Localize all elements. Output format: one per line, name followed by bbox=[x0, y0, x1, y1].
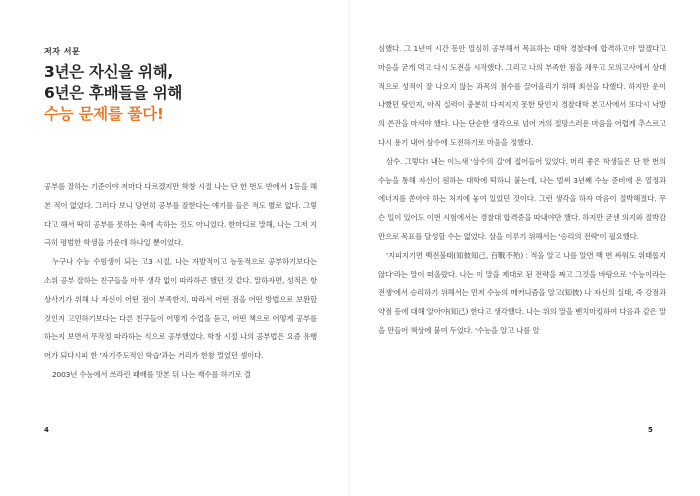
title-line-2: 6년은 후배들을 위해 bbox=[44, 84, 183, 102]
left-paragraph-2: 누구나 수능 수험생이 되는 고3 시절, 나는 자발적이고 능동적으로 공부하기보다는 소위 공부 잘하는 친구들을 아무 생각 없이 따라하곤 했던 것 같다. 말하자면, 성적은 항상사기가 위해 나 자신이 어떤 점이 부족한지, 따라서 어떤 점을 어떤 방법으로 보완할 것인지 고민하기보다는 다른 친구들이 어떻게 수업을 듣고, 어떤 책으로 어떻게 공부를 하는지 보면서 무작정 따라하는 식으로 공부했었다. 학창 시절 나의 공부법은 요즘 유행어가 되다시피 한 '자기주도적인 학습'과는 거리가 한참 멀었던 셈이다. bbox=[44, 257, 317, 361]
right-paragraph-2: 삼수. 그렇다! 내는 이느새 '삼수의 길'에 접어들어 있었다. 머리 좋은 학생들은 단 한 번의 수능을 통해 자신이 원하는 대학에 떡하니 붙는데, 나는 벌써 3년째 수능 준비에 온 열정과 에너지를 쏟아야 하는 처지에 놓여 있었던 것이다. 그런 생각을 하자 마음이 절박해졌다. 무슨 일이 있어도 이번 시험에서는 경찰대 합격증을 따내야만 했다. 하지만 굳센 의지와 절박감만으로 목표를 달성할 수는 없었다. 삼을 이루기 위해서는 '승리의 전략'이 필요했다. bbox=[378, 156, 666, 241]
section-label: 저자 서문 bbox=[44, 47, 81, 56]
right-page bbox=[350, 0, 700, 496]
title-line-3-highlight: 수능 문제를 풀다! bbox=[44, 105, 164, 123]
right-body-text bbox=[378, 40, 666, 341]
right-paragraph-3: '지피지기면 백전불태(知彼知己, 百戰不殆) : 적을 알고 나를 알면 백 번 싸워도 위태롭지 않다'라는 말이 떠올랐다. 나는 이 말을 제대로 된 전략을 짜고 그것을 바탕으로 '수능이라는 전쟁'에서 승리하기 위해서는 먼저 수능의 메커니즘을 알고(知彼) 나 자신의 실태, 즉 강점과 약점 등에 대해 알아야(知己) 한다고 생각했다. 나는 위의 말을 벤치마킹하여 다음과 같은 말을 만들어 책상에 붙여 두었다. '수능을 알고 나를 알 bbox=[378, 250, 666, 335]
chapter-title bbox=[44, 62, 334, 125]
title-line-1: 3년은 자신을 위해, bbox=[44, 63, 173, 81]
right-paragraph-1: 심했다. 그 1년여 시간 동안 열심히 공부해서 목표하는 대학 경찰대에 합격하고야 말겠다고 마음을 굳게 먹고 다시 도전을 시작했다. 그리고 나의 부족한 점을 채우고 모의고사에서 상대적으로 성적이 잘 나오지 않는 과목의 점수를 끌어올리기 위해 최선을 다했다. 하지만 운이 나빴던 탓인지, 아직 실력이 충분히 다져지지 못한 탓인지 경찰대학 본고사에서 또다시 낙방의 쓴잔을 마셔야 했다. 나는 단순한 생각으로 넘어 거의 절망스러운 마음을 어렵게 추스르고 다시 용기 내어 삼수에 도전하기로 마음을 정했다. bbox=[378, 44, 666, 147]
left-paragraph-3: 2003년 수능에서 쓰라린 패배를 맛본 뒤 나는 재수를 하기로 결 bbox=[52, 369, 251, 379]
left-paragraph-1: 공부를 잘하는 기준이야 저마다 다르겠지만 학창 시절 나는 단 한 번도 반에서 1등을 해 본 적이 없었다. 그러다 보니 당연히 공부를 잘한다는 얘기를 들은 적도 별로 없다. 그렇다고 해서 딱히 공부를 못하는 축에 속하는 것도 아니었다. 한마디로 말해, 나는 그저 지극히 평범한 학생을 가운데 하나일 뿐이었다. bbox=[44, 182, 317, 248]
page-number-left: 4 bbox=[44, 426, 49, 434]
left-body-text bbox=[44, 178, 317, 385]
page-number-right: 5 bbox=[648, 426, 653, 434]
